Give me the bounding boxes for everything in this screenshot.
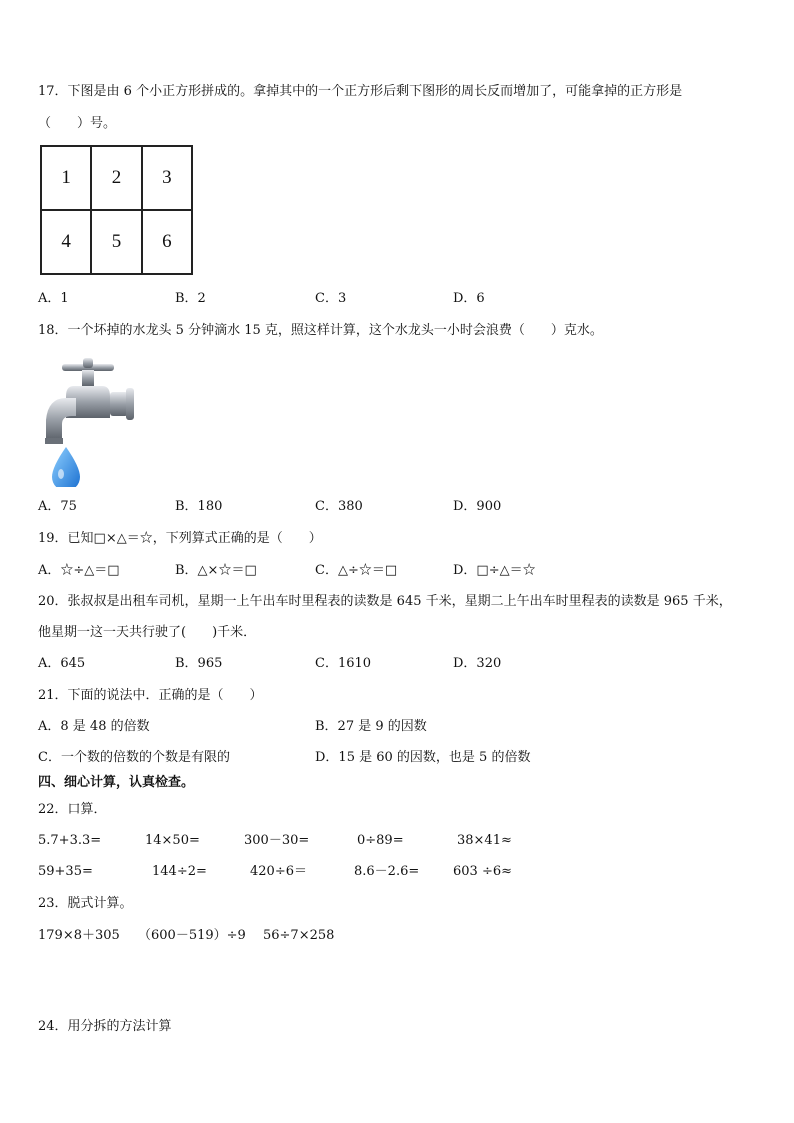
q18-text: 18．一个坏掉的水龙头 5 分钟滴水 15 克，照这样计算，这个水龙头一小时会浪费（ ）克水。 <box>38 323 603 338</box>
mental-calc-6: 59+35= <box>38 864 93 879</box>
q22-text: 22．口算． <box>38 802 107 817</box>
step-calc-1: 179×8＋305 <box>38 928 120 943</box>
q20-option-d: D．320 <box>453 656 502 671</box>
mental-calc-8: 420÷6＝ <box>250 864 307 879</box>
q20-option-b: B．965 <box>175 656 223 671</box>
square-4: 4 <box>41 210 91 274</box>
q21-option-d: D．15 是 60 的因数，也是 5 的倍数 <box>315 750 531 765</box>
step-calc-2: （600－519）÷9 <box>138 928 246 943</box>
q18-option-b: B．180 <box>175 499 223 514</box>
q24-text: 24．用分拆的方法计算 <box>38 1019 172 1034</box>
square-grid <box>40 145 193 275</box>
q23-text: 23．脱式计算。 <box>38 896 133 911</box>
section-heading: 四、细心计算，认真检查。 <box>38 775 195 790</box>
mental-calc-2: 14×50= <box>145 833 200 848</box>
q19-option-d: D．□÷△＝☆ <box>453 563 536 578</box>
step-calc-3: 56÷7×258 <box>263 928 335 943</box>
square-1: 1 <box>41 146 91 210</box>
q21-option-a: A．8 是 48 的倍数 <box>38 719 150 734</box>
q19-option-a: A．☆÷△＝□ <box>38 563 120 578</box>
q20-option-a: A．645 <box>38 656 86 671</box>
q18-option-d: D．900 <box>453 499 502 514</box>
q20-option-c: C．1610 <box>315 656 372 671</box>
mental-calc-7: 144÷2= <box>152 864 207 879</box>
square-2: 2 <box>91 146 141 210</box>
q20-text: 20．张叔叔是出租车司机，星期一上午出车时里程表的读数是 645 千米，星期二上午出车时里程表的读数是 965 千米， <box>38 594 732 609</box>
q17-option-b: B．2 <box>175 291 206 306</box>
q19-text: 19．已知□×△＝☆，下列算式正确的是（ ） <box>38 531 322 546</box>
square-3: 3 <box>142 146 192 210</box>
mental-calc-10: 603 ÷6≈ <box>453 864 513 879</box>
q17-option-c: C．3 <box>315 291 347 306</box>
mental-calc-4: 0÷89= <box>357 833 404 848</box>
q17-text: 17．下图是由 6 个小正方形拼成的。拿掉其中的一个正方形后剩下图形的周长反而增加了，可能拿掉的正方形是 <box>38 84 683 99</box>
q21-text: 21．下面的说法中．正确的是（ ） <box>38 688 263 703</box>
q21-option-c: C．一个数的倍数的个数是有限的 <box>38 750 230 765</box>
mental-calc-3: 300－30= <box>244 833 310 848</box>
q19-option-c: C．△÷☆＝□ <box>315 563 398 578</box>
q18-option-c: C．380 <box>315 499 363 514</box>
q21-option-b: B．27 是 9 的因数 <box>315 719 427 734</box>
q17-option-d: D．6 <box>453 291 485 306</box>
q19-option-b: B．△×☆＝□ <box>175 563 257 578</box>
square-5: 5 <box>91 210 141 274</box>
q18-option-a: A．75 <box>38 499 77 514</box>
mental-calc-1: 5.7+3.3= <box>38 833 102 848</box>
faucet-icon <box>36 352 146 487</box>
mental-calc-5: 38×41≈ <box>457 833 512 848</box>
q17-text-2: （ ）号。 <box>38 116 117 131</box>
q20-text-2: 他星期一这一天共行驶了( )千米． <box>38 625 257 640</box>
q17-option-a: A．1 <box>38 291 69 306</box>
square-6: 6 <box>142 210 192 274</box>
mental-calc-9: 8.6－2.6= <box>354 864 420 879</box>
